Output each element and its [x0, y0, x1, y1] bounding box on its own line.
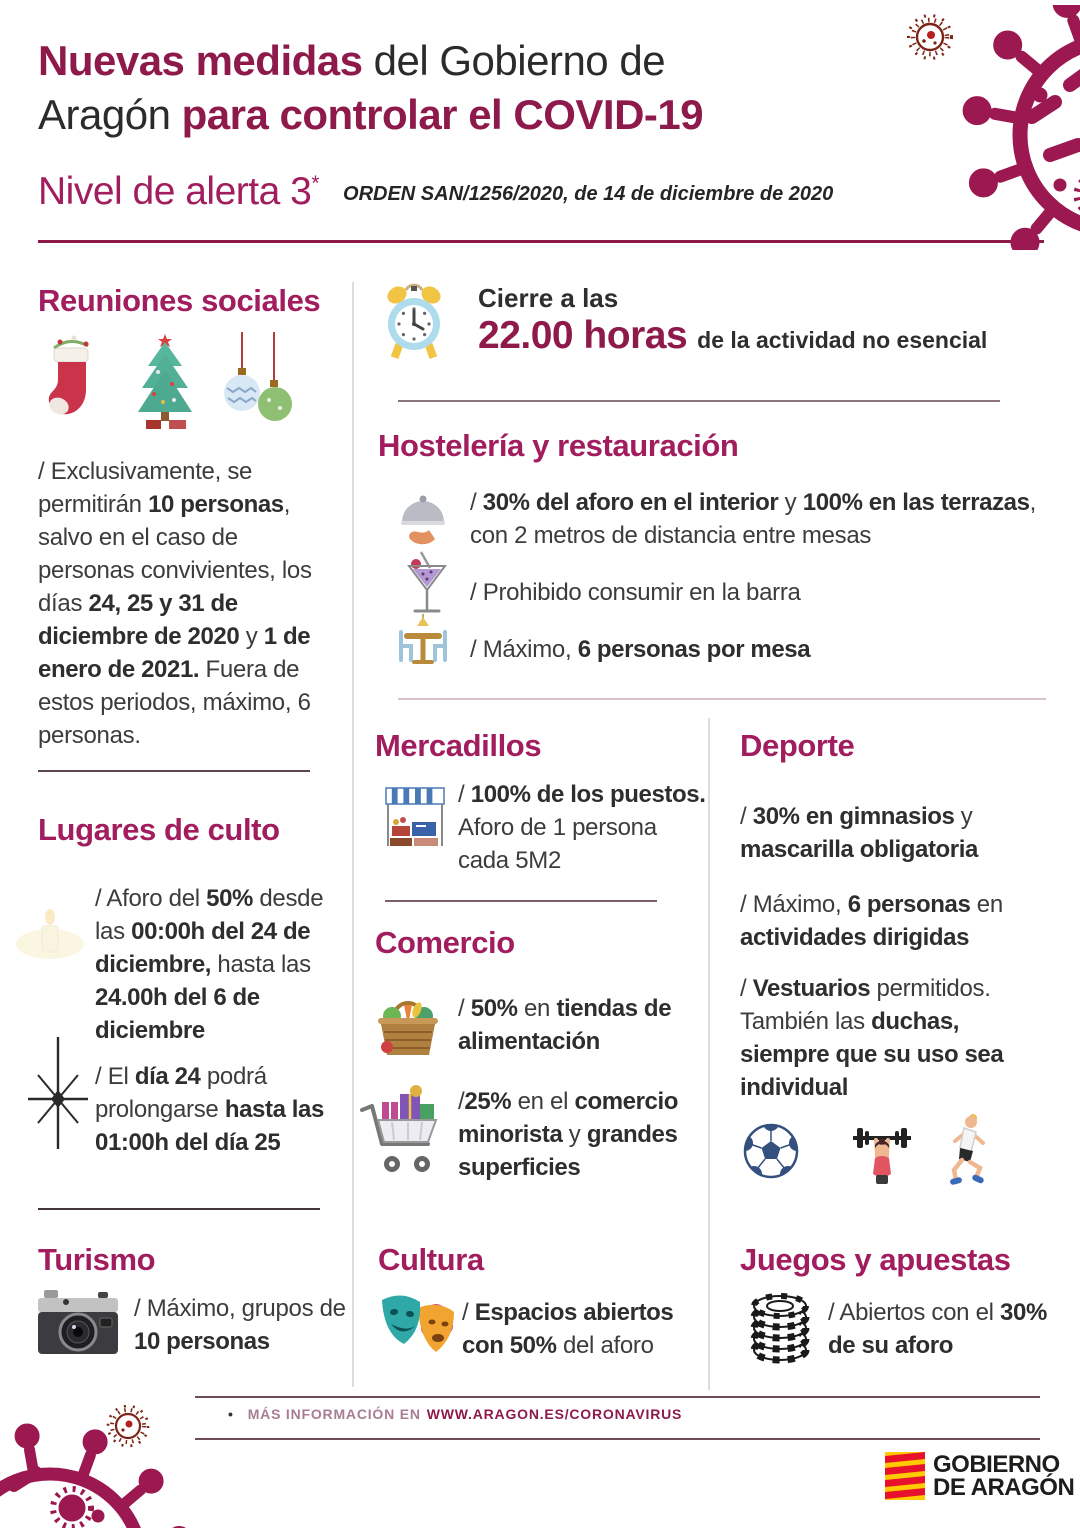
small-virus-core	[927, 31, 935, 39]
christmas-stocking-icon	[40, 332, 104, 432]
section-heading-juegos: Juegos y apuestas	[740, 1242, 1011, 1277]
section-heading-cultura: Cultura	[378, 1242, 484, 1277]
deporte-item-2: / Máximo, 6 personas en actividades dirigidas	[740, 891, 1003, 951]
shopping-cart-icon	[358, 1082, 448, 1178]
page-title: Nuevas medidas del Gobierno de Aragón para controlar el COVID-19	[38, 37, 704, 138]
curfew-time: 22.00 horas	[478, 314, 688, 357]
hosteleria-item-2: / Prohibido consumir en la barra	[470, 579, 801, 606]
hosteleria-divider	[398, 698, 1046, 700]
footer-info	[228, 1406, 682, 1422]
soccer-ball-icon	[742, 1122, 800, 1180]
footer-virus-decoration	[0, 1398, 250, 1528]
footer-info-label: MÁS INFORMACIÓN EN	[247, 1406, 421, 1422]
section-heading-deporte: Deporte	[740, 728, 855, 763]
mercadillos-item-1: / 100% de los puestos. Aforo de 1 persona cada 5M2	[458, 781, 706, 874]
culto-item-1: / Aforo del 50% desde las 00:00h del 24 de diciembre, hasta las 24.00h del 6 de diciembre	[95, 885, 324, 1044]
deporte-item-1: / 30% en gimnasios y mascarilla obligatoria	[740, 803, 978, 863]
juegos-item-1: / Abiertos con el 30% de su aforo	[828, 1299, 1047, 1359]
camera-icon	[36, 1286, 120, 1362]
market-stall-icon	[382, 782, 448, 852]
curfew-rest: de la actividad no esencial	[697, 327, 988, 353]
deporte-item-3: / Vestuarios permitidos. También las duchas, siempre que su uso sea individual	[740, 975, 1004, 1101]
header-divider	[38, 240, 1044, 243]
left-divider-2	[38, 1208, 320, 1210]
reuniones-text: / Exclusivamente, se permitirán 10 personas, salvo en el caso de personas convivientes, los días 24, 25 y 31 de diciembre de 2020 y 1 de enero de 2021. Fuera de estos periodos, máximo, 6 personas.	[38, 458, 312, 749]
big-virus-icon	[900, 5, 1080, 250]
christmas-ornaments-icon	[212, 332, 298, 432]
section-heading-turismo: Turismo	[38, 1242, 156, 1277]
christmas-tree-icon	[128, 332, 202, 432]
culto-item-2: / El día 24 podrá prolongarse hasta las 01:00h del día 25	[95, 1063, 324, 1156]
cultura-item-1: / Espacios abiertos con 50% del aforo	[462, 1299, 674, 1359]
runner-icon	[940, 1112, 992, 1188]
serving-dish-icon	[398, 488, 448, 546]
aragon-flag-icon	[885, 1452, 925, 1500]
curfew-intro: Cierre a las	[478, 283, 619, 313]
footer-bullet: •	[228, 1406, 234, 1422]
section-heading-hosteleria: Hostelería y restauración	[378, 428, 739, 463]
left-divider-1	[38, 770, 310, 772]
mercadillos-divider	[385, 900, 657, 902]
theater-masks-icon	[378, 1286, 460, 1360]
gobierno-aragon-logo	[885, 1452, 1074, 1500]
table-chairs-icon	[392, 612, 454, 672]
alert-note-mark: *	[311, 172, 320, 195]
section-heading-comercio: Comercio	[375, 925, 515, 960]
curfew-banner	[478, 283, 987, 358]
section-heading-culto: Lugares de culto	[38, 812, 280, 847]
section-heading-mercadillos: Mercadillos	[375, 728, 542, 763]
logo-text: GOBIERNO DE ARAGÓN	[933, 1451, 1075, 1501]
turismo-item-1: / Máximo, grupos de 10 personas	[134, 1295, 346, 1355]
comercio-item-1: / 50% en tiendas de alimentación	[458, 995, 672, 1055]
cocktail-icon	[404, 548, 450, 620]
weightlifting-icon	[850, 1118, 914, 1186]
hosteleria-item-3: / Máximo, 6 personas por mesa	[470, 636, 811, 663]
footer-divider-top	[195, 1396, 1040, 1398]
hosteleria-item-1: / 30% del aforo en el interior y 100% en las terrazas, con 2 metros de distancia entre mesas	[470, 489, 1036, 549]
alert-level-row	[38, 170, 833, 214]
poker-chips-icon	[748, 1286, 812, 1364]
vertical-divider-1	[352, 282, 354, 1387]
footer-divider-bottom	[195, 1438, 1040, 1440]
alarm-clock-icon	[383, 278, 445, 362]
candle-icon	[12, 900, 88, 972]
comercio-item-2: /25% en el comercio minorista y grandes superficies	[458, 1088, 679, 1181]
footer-info-url[interactable]: WWW.ARAGON.ES/CORONAVIRUS	[426, 1406, 683, 1422]
alert-level: Nivel de alerta 3*	[38, 170, 320, 213]
order-reference: ORDEN SAN/1256/2020, de 14 de diciembre de 2020	[343, 183, 834, 205]
star-icon	[22, 1035, 94, 1151]
food-basket-icon	[372, 983, 444, 1059]
curfew-divider	[398, 400, 1000, 402]
section-heading-reuniones: Reuniones sociales	[38, 283, 321, 318]
